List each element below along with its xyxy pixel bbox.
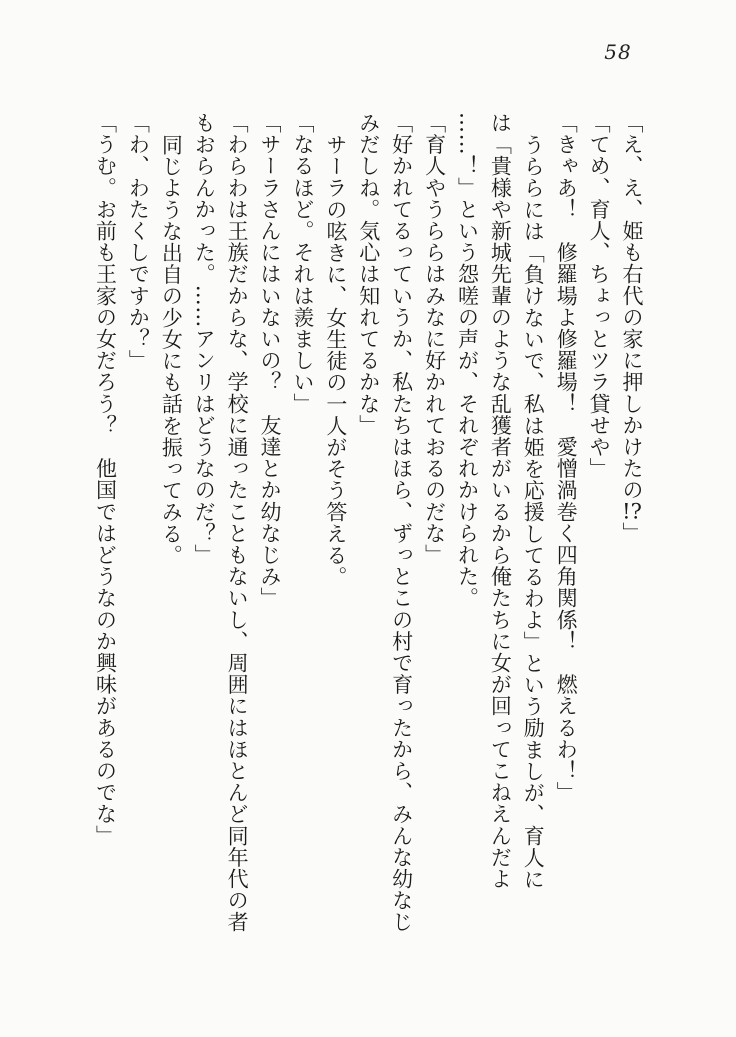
line-text: サーラの呟きに、女生徒の一人がそう答える。 [323, 133, 348, 588]
text-line [418, 112, 451, 957]
line-text: 「きゃあ！ 修羅場よ修羅場！ 愛憎渦巻く四角関係！ 燃えるわ！」 [554, 112, 579, 804]
line-text: 「てめ、育人、ちょっとツラ貸せや」 [587, 112, 612, 480]
text-line [253, 112, 286, 957]
line-text: うららには「負けないで、私は姫を応援してるわよ」という励ましが、育人に [521, 133, 546, 890]
text-line [286, 112, 319, 957]
text-line [451, 112, 484, 957]
line-text: 「好かれてるっていうか、私たちはほら、ずっとこの村で育ったから、みんな幼なじ [389, 112, 414, 933]
page-number: 58 [604, 40, 632, 64]
text-line [319, 112, 352, 957]
line-text: もおらんかった。……アンリはどうなのだ？」 [192, 112, 217, 566]
line-text: ……！」という怨嗟の声が、それぞれかけられた。 [455, 112, 480, 609]
text-line [549, 112, 582, 957]
text-line [516, 112, 549, 957]
line-text: 「なるほど。それは羨ましい」 [290, 112, 315, 415]
line-text: 」 [620, 521, 644, 544]
text-line [154, 112, 187, 957]
vertical-text-block [89, 112, 648, 957]
line-text: 同じような出自の少女にも話を振ってみる。 [159, 133, 184, 566]
text-line [615, 112, 648, 957]
text-line [187, 112, 220, 957]
line-text: 「サーラさんにはいないの？ 友達とか幼なじみ」 [258, 112, 283, 609]
text-line [582, 112, 615, 957]
exclamation-question-mark: !? [622, 500, 642, 522]
text-line [89, 112, 122, 957]
line-text: 「わらわは王族だからな、学校に通ったこともないし、周囲にはほとんど同年代の者 [225, 112, 250, 933]
text-line [220, 112, 253, 957]
text-line [352, 112, 385, 957]
line-text: みだしね。気心は知れてるかな」 [356, 112, 381, 436]
line-text: は「貴様や新城先輩のような乱獲者がいるから俺たちに女が回ってこねえんだよ [488, 112, 513, 890]
text-line [122, 112, 155, 957]
line-text: 「うむ。お前も王家の女だろう？ 他国ではどうなのか興味があるのでな」 [93, 112, 118, 847]
text-line [483, 112, 516, 957]
line-text: 「育人やうららはみなに好かれておるのだな」 [422, 112, 447, 566]
text-line [385, 112, 418, 957]
line-text: 「え、え、姫も右代の家に押しかけたの [620, 112, 644, 501]
line-text: 「わ、わたくしですか？」 [126, 112, 151, 372]
